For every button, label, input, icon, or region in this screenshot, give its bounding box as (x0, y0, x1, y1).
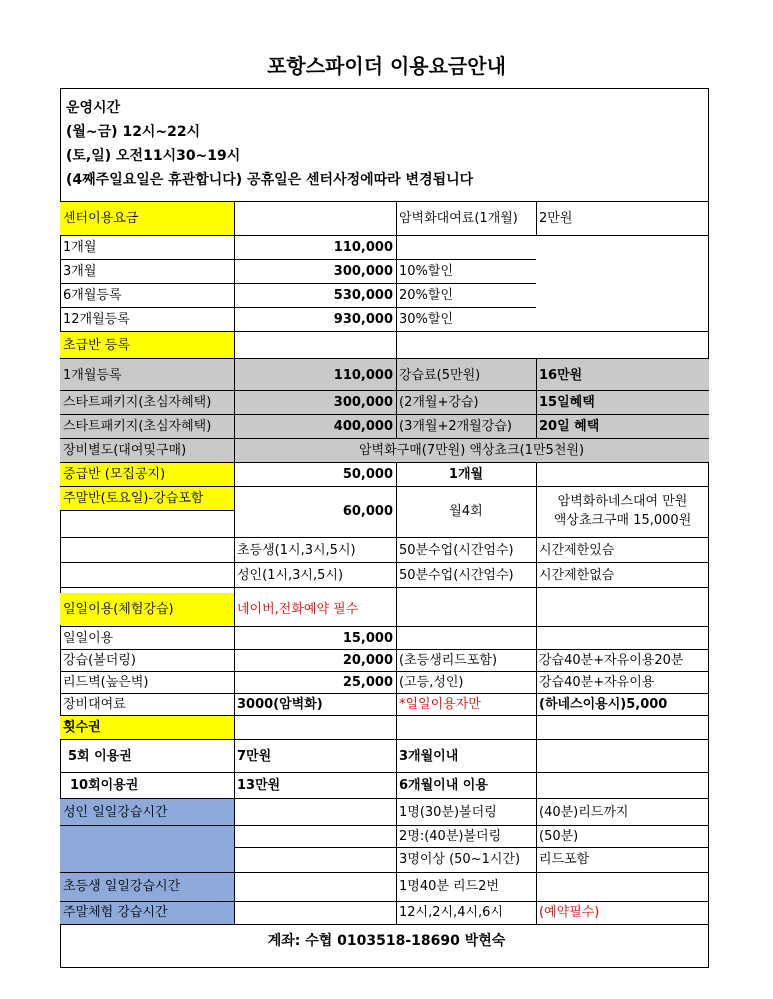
rental-label: 암벽화대여료(1개월) (399, 210, 518, 226)
weekend-schedule-desc: 12시,2시,4시,6시 (399, 905, 503, 920)
grid-line (60, 510, 234, 511)
equip-price: 3000(암벽화) (237, 696, 323, 712)
daily-notice: 네이버,전화예약 필수 (237, 601, 359, 617)
beginner-extra: 20일 혜택 (539, 418, 600, 434)
grid-line (60, 438, 709, 439)
hours-weekday: (월~금) 12시~22시 (66, 124, 201, 140)
fee-name: 1개월 (63, 239, 97, 255)
grid-line (60, 537, 709, 538)
grid-line (60, 587, 709, 588)
adult-schedule-fill (60, 825, 234, 847)
pass-period: 3개월이내 (399, 748, 459, 764)
pass-name: 5회 이용권 (68, 748, 132, 764)
weekend-schedule-label: 주말체험 강습시간 (60, 901, 234, 924)
fee-name: 12개월등록 (63, 311, 130, 327)
grid-line (60, 715, 709, 716)
daily-price: 20,000 (342, 652, 393, 668)
grid-line (60, 901, 709, 902)
grid-line (60, 924, 709, 925)
weekend-note-line2: 액상쵸크구매 15,000원 (553, 513, 692, 528)
weekend-label: 주말반(토요일)-강습포함 (60, 486, 234, 510)
grid-line (60, 331, 709, 332)
operating-hours (66, 96, 473, 192)
grid-line (60, 772, 709, 773)
adult-schedule-fill (60, 847, 234, 872)
child-schedule-desc: 1명40분 리드2번 (399, 879, 500, 894)
daily-header: 일일이용(체험강습) (60, 593, 234, 625)
grid-line (60, 259, 536, 260)
grid-line (536, 201, 537, 235)
grid-line (60, 562, 709, 563)
grid-line (60, 626, 709, 627)
beginner-name: 1개월등록 (63, 367, 122, 383)
equipment-text: 암벽화구매(7만원) 액상쵸크(1만5천원) (358, 442, 585, 458)
grid-line (60, 390, 709, 391)
class-note: 시간제한없슴 (539, 567, 615, 583)
grid-line (60, 358, 709, 359)
fee-name: 6개월등록 (63, 287, 122, 303)
beginner-header: 초급반 등록 (60, 332, 234, 358)
grid-line (234, 847, 709, 848)
grid-line (60, 462, 709, 463)
hours-heading: 운영시간 (66, 100, 121, 116)
beginner-price: 400,000 (333, 418, 393, 434)
grid-line (60, 649, 709, 650)
rental-price: 2만원 (539, 210, 573, 226)
beginner-price: 110,000 (333, 367, 393, 383)
grid-line (60, 283, 536, 284)
intermediate-period: 1개월 (448, 466, 484, 482)
hours-holiday-note: (4째주일요일은 휴관합니다) 공휴일은 센터사정에따라 변경됩니다 (66, 172, 474, 188)
weekend-note-line1: 암벽화하네스대여 만원 (557, 494, 688, 509)
grid-line (60, 486, 709, 487)
pass-price: 13만원 (237, 777, 281, 793)
daily-name: 강습(볼더링) (63, 652, 136, 668)
daily-name: 리드벽(높은벽) (63, 674, 149, 690)
grid-line (60, 414, 709, 415)
class-type: 50분수업(시간엄수) (399, 567, 514, 583)
weekend-schedule-note: (예약필수) (539, 905, 600, 920)
grid-line (396, 462, 397, 924)
equip-note: *일일이용자만 (399, 696, 481, 712)
daily-extra: 강습40분+자유이용20분 (539, 652, 684, 668)
beginner-extra: 15일혜택 (539, 394, 595, 410)
grid-line (60, 798, 709, 799)
account-info: 계좌: 수협 0103518-18690 박현숙 (267, 933, 506, 949)
beginner-price: 300,000 (333, 394, 393, 410)
grid-line (234, 438, 235, 462)
weekend-freq: 월4회 (449, 503, 483, 519)
fee-discount: 30%할인 (399, 311, 454, 327)
fee-name: 3개월 (63, 263, 97, 279)
daily-desc: (초등생리드포함) (399, 652, 498, 668)
grid-line (60, 307, 536, 308)
grid-line (234, 201, 235, 438)
grid-line (60, 693, 709, 694)
adult-schedule-extra: (40분)리드까지 (539, 804, 629, 820)
fees-header: 센터이용요금 (60, 201, 234, 235)
daily-price: 25,000 (342, 674, 393, 690)
daily-desc: (고등,성인) (399, 674, 464, 690)
class-note: 시간제한있슴 (539, 542, 615, 558)
daily-extra: 강습40분+자유이용 (539, 674, 655, 690)
adult-schedule-extra: (50분) (539, 828, 579, 844)
fee-price: 300,000 (333, 263, 393, 279)
grid-line (60, 201, 709, 202)
equipment-label: 장비별도(대여및구매) (63, 442, 187, 458)
pass-period: 6개월이내 이용 (399, 777, 488, 793)
child-schedule-label: 초등생 일일강습시간 (60, 872, 234, 901)
daily-name: 일일이용 (63, 630, 114, 646)
grid-line (536, 358, 537, 438)
grid-line (60, 739, 709, 740)
adult-schedule-label: 성인 일일강습시간 (60, 799, 234, 825)
grid-line (396, 201, 397, 438)
weekend-price: 60,000 (342, 503, 393, 519)
grid-line (536, 462, 537, 924)
page-title: 포항스파이더 이용요금안내 (267, 54, 506, 78)
equip-extra: (하네스이용시)5,000 (539, 696, 668, 712)
grid-line (234, 462, 235, 924)
daily-price: 15,000 (342, 630, 393, 646)
pass-price: 7만원 (237, 748, 272, 764)
pass-name: 10회이용권 (70, 777, 139, 793)
grid-line (60, 671, 709, 672)
beginner-desc: (2개월+강습) (399, 394, 479, 410)
fee-price: 110,000 (333, 239, 393, 255)
adult-schedule-desc: 2명:(40분)볼더링 (399, 828, 502, 844)
passes-header: 횟수권 (60, 715, 234, 739)
beginner-name: 스타트패키지(초심자혜택) (63, 418, 212, 434)
adult-schedule-desc: 1명(30분)볼더링 (399, 804, 497, 820)
grid-line (60, 872, 709, 873)
beginner-desc: (3개월+2개월강습) (399, 418, 512, 434)
equip-name: 장비대여료 (63, 696, 126, 712)
beginner-extra: 16만원 (539, 367, 583, 383)
beginner-name: 스타트패키지(초심자혜택) (63, 394, 212, 410)
intermediate-price: 50,000 (342, 466, 393, 482)
grid-line (60, 235, 709, 236)
class-who: 초등생(1시,3시,5시) (237, 542, 356, 558)
beginner-desc: 강습료(5만원) (399, 367, 481, 383)
weekend-note (536, 486, 709, 536)
fee-discount: 10%할인 (399, 263, 454, 279)
hours-weekend: (토,일) 오전11시30~19시 (66, 148, 241, 164)
fee-price: 530,000 (333, 287, 393, 303)
grid-line (60, 825, 709, 826)
class-who: 성인(1시,3시,5시) (237, 567, 344, 583)
adult-schedule-extra: 리드포함 (539, 852, 590, 867)
fee-price: 930,000 (333, 311, 393, 327)
class-type: 50분수업(시간엄수) (399, 542, 514, 558)
fee-discount: 20%할인 (399, 287, 454, 303)
intermediate-label: 중급반 (모집공지) (60, 462, 234, 486)
adult-schedule-desc: 3명이상 (50~1시간) (399, 852, 521, 867)
